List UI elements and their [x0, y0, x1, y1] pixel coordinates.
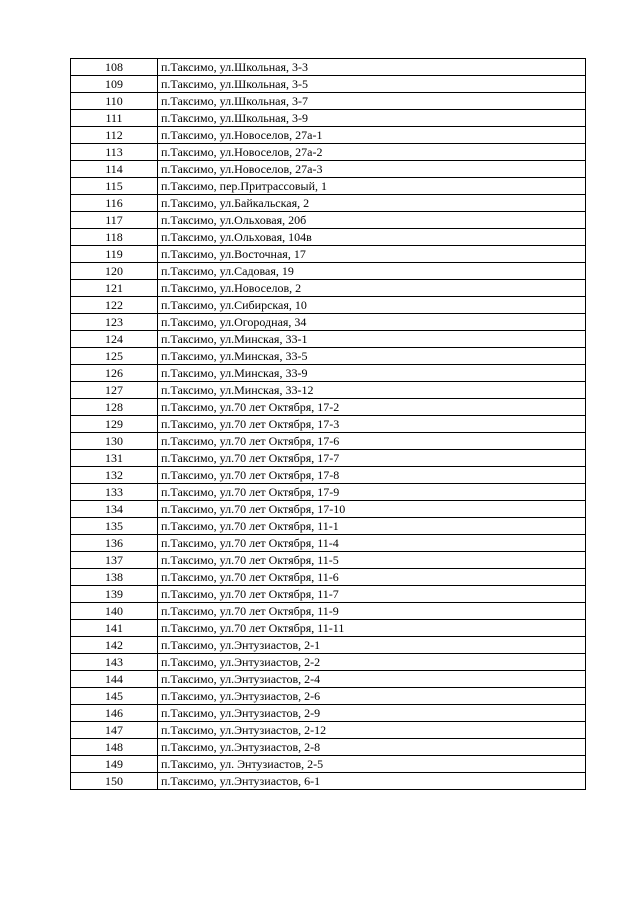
- row-number-cell: 135: [71, 518, 158, 535]
- row-number-cell: 149: [71, 756, 158, 773]
- table-row: [71, 314, 586, 331]
- row-number-cell: 145: [71, 688, 158, 705]
- address-cell: п.Таксимо, ул.Школьная, 3-9: [158, 110, 586, 127]
- address-cell: п.Таксимо, ул.Новоселов, 27а-3: [158, 161, 586, 178]
- address-cell: п.Таксимо, ул.Байкальская, 2: [158, 195, 586, 212]
- table-row: [71, 569, 586, 586]
- table-row: [71, 280, 586, 297]
- table-row: [71, 722, 586, 739]
- table-row: [71, 331, 586, 348]
- row-number-cell: 111: [71, 110, 158, 127]
- row-number-cell: 148: [71, 739, 158, 756]
- row-number-cell: 128: [71, 399, 158, 416]
- row-number-cell: 139: [71, 586, 158, 603]
- address-cell: п.Таксимо, ул. Энтузиастов, 2-5: [158, 756, 586, 773]
- table-row: [71, 671, 586, 688]
- row-number-cell: 142: [71, 637, 158, 654]
- address-cell: п.Таксимо, ул.Сибирская, 10: [158, 297, 586, 314]
- table-row: [71, 263, 586, 280]
- table-row: [71, 688, 586, 705]
- row-number-cell: 130: [71, 433, 158, 450]
- address-cell: п.Таксимо, пер.Притрассовый, 1: [158, 178, 586, 195]
- row-number-cell: 108: [71, 59, 158, 76]
- table-row: [71, 433, 586, 450]
- row-number-cell: 114: [71, 161, 158, 178]
- table-row: [71, 195, 586, 212]
- address-cell: п.Таксимо, ул.70 лет Октября, 17-3: [158, 416, 586, 433]
- table-row: [71, 773, 586, 790]
- table-row: [71, 620, 586, 637]
- table-row: [71, 127, 586, 144]
- row-number-cell: 122: [71, 297, 158, 314]
- table-row: [71, 365, 586, 382]
- row-number-cell: 121: [71, 280, 158, 297]
- table-row: [71, 586, 586, 603]
- row-number-cell: 118: [71, 229, 158, 246]
- table-row: [71, 212, 586, 229]
- row-number-cell: 112: [71, 127, 158, 144]
- table-row: [71, 654, 586, 671]
- address-cell: п.Таксимо, ул.Энтузиастов, 2-4: [158, 671, 586, 688]
- row-number-cell: 144: [71, 671, 158, 688]
- row-number-cell: 146: [71, 705, 158, 722]
- address-cell: п.Таксимо, ул.70 лет Октября, 11-6: [158, 569, 586, 586]
- row-number-cell: 117: [71, 212, 158, 229]
- address-cell: п.Таксимо, ул.70 лет Октября, 17-2: [158, 399, 586, 416]
- table-row: [71, 76, 586, 93]
- table-row: [71, 739, 586, 756]
- table-row: [71, 178, 586, 195]
- row-number-cell: 124: [71, 331, 158, 348]
- row-number-cell: 138: [71, 569, 158, 586]
- row-number-cell: 116: [71, 195, 158, 212]
- address-cell: п.Таксимо, ул.Восточная, 17: [158, 246, 586, 263]
- address-cell: п.Таксимо, ул.70 лет Октября, 11-1: [158, 518, 586, 535]
- address-cell: п.Таксимо, ул.Школьная, 3-3: [158, 59, 586, 76]
- address-cell: п.Таксимо, ул.70 лет Октября, 17-7: [158, 450, 586, 467]
- row-number-cell: 133: [71, 484, 158, 501]
- table-row: [71, 382, 586, 399]
- address-cell: п.Таксимо, ул.Новоселов, 27а-1: [158, 127, 586, 144]
- row-number-cell: 143: [71, 654, 158, 671]
- row-number-cell: 123: [71, 314, 158, 331]
- table-row: [71, 399, 586, 416]
- row-number-cell: 119: [71, 246, 158, 263]
- table-row: [71, 637, 586, 654]
- table-row: [71, 756, 586, 773]
- address-cell: п.Таксимо, ул.70 лет Октября, 11-9: [158, 603, 586, 620]
- address-cell: п.Таксимо, ул.Энтузиастов, 2-8: [158, 739, 586, 756]
- table-row: [71, 144, 586, 161]
- address-cell: п.Таксимо, ул.Энтузиастов, 6-1: [158, 773, 586, 790]
- table-row: [71, 246, 586, 263]
- address-cell: п.Таксимо, ул.Новоселов, 2: [158, 280, 586, 297]
- table-row: [71, 229, 586, 246]
- row-number-cell: 147: [71, 722, 158, 739]
- address-cell: п.Таксимо, ул.Энтузиастов, 2-6: [158, 688, 586, 705]
- table-row: [71, 535, 586, 552]
- address-cell: п.Таксимо, ул.Энтузиастов, 2-12: [158, 722, 586, 739]
- table-row: [71, 501, 586, 518]
- table-row: [71, 416, 586, 433]
- address-cell: п.Таксимо, ул.70 лет Октября, 11-5: [158, 552, 586, 569]
- table-row: [71, 348, 586, 365]
- address-table: [70, 58, 586, 790]
- table-row: [71, 450, 586, 467]
- address-cell: п.Таксимо, ул.Минская, 33-9: [158, 365, 586, 382]
- row-number-cell: 140: [71, 603, 158, 620]
- table-row: [71, 297, 586, 314]
- address-cell: п.Таксимо, ул.70 лет Октября, 11-7: [158, 586, 586, 603]
- table-row: [71, 552, 586, 569]
- row-number-cell: 126: [71, 365, 158, 382]
- row-number-cell: 120: [71, 263, 158, 280]
- row-number-cell: 127: [71, 382, 158, 399]
- row-number-cell: 113: [71, 144, 158, 161]
- row-number-cell: 109: [71, 76, 158, 93]
- address-cell: п.Таксимо, ул.Энтузиастов, 2-2: [158, 654, 586, 671]
- address-cell: п.Таксимо, ул.Энтузиастов, 2-1: [158, 637, 586, 654]
- address-cell: п.Таксимо, ул.70 лет Октября, 17-8: [158, 467, 586, 484]
- table-row: [71, 93, 586, 110]
- row-number-cell: 136: [71, 535, 158, 552]
- address-table-body: [71, 59, 586, 790]
- address-cell: п.Таксимо, ул.Ольховая, 104в: [158, 229, 586, 246]
- address-cell: п.Таксимо, ул.70 лет Октября, 17-10: [158, 501, 586, 518]
- table-row: [71, 484, 586, 501]
- address-cell: п.Таксимо, ул.Садовая, 19: [158, 263, 586, 280]
- address-cell: п.Таксимо, ул.Огородная, 34: [158, 314, 586, 331]
- address-cell: п.Таксимо, ул.Минская, 33-5: [158, 348, 586, 365]
- row-number-cell: 134: [71, 501, 158, 518]
- address-cell: п.Таксимо, ул.70 лет Октября, 11-11: [158, 620, 586, 637]
- row-number-cell: 132: [71, 467, 158, 484]
- address-cell: п.Таксимо, ул.70 лет Октября, 17-9: [158, 484, 586, 501]
- table-row: [71, 603, 586, 620]
- row-number-cell: 115: [71, 178, 158, 195]
- address-cell: п.Таксимо, ул.Школьная, 3-7: [158, 93, 586, 110]
- address-cell: п.Таксимо, ул.Ольховая, 20б: [158, 212, 586, 229]
- address-cell: п.Таксимо, ул.Новоселов, 27а-2: [158, 144, 586, 161]
- row-number-cell: 110: [71, 93, 158, 110]
- row-number-cell: 150: [71, 773, 158, 790]
- row-number-cell: 137: [71, 552, 158, 569]
- table-row: [71, 705, 586, 722]
- table-row: [71, 161, 586, 178]
- address-cell: п.Таксимо, ул.Минская, 33-12: [158, 382, 586, 399]
- address-cell: п.Таксимо, ул.70 лет Октября, 17-6: [158, 433, 586, 450]
- table-row: [71, 110, 586, 127]
- table-row: [71, 467, 586, 484]
- table-row: [71, 59, 586, 76]
- row-number-cell: 131: [71, 450, 158, 467]
- address-cell: п.Таксимо, ул.Энтузиастов, 2-9: [158, 705, 586, 722]
- address-cell: п.Таксимо, ул.Школьная, 3-5: [158, 76, 586, 93]
- address-cell: п.Таксимо, ул.Минская, 33-1: [158, 331, 586, 348]
- table-row: [71, 518, 586, 535]
- row-number-cell: 141: [71, 620, 158, 637]
- row-number-cell: 125: [71, 348, 158, 365]
- row-number-cell: 129: [71, 416, 158, 433]
- address-cell: п.Таксимо, ул.70 лет Октября, 11-4: [158, 535, 586, 552]
